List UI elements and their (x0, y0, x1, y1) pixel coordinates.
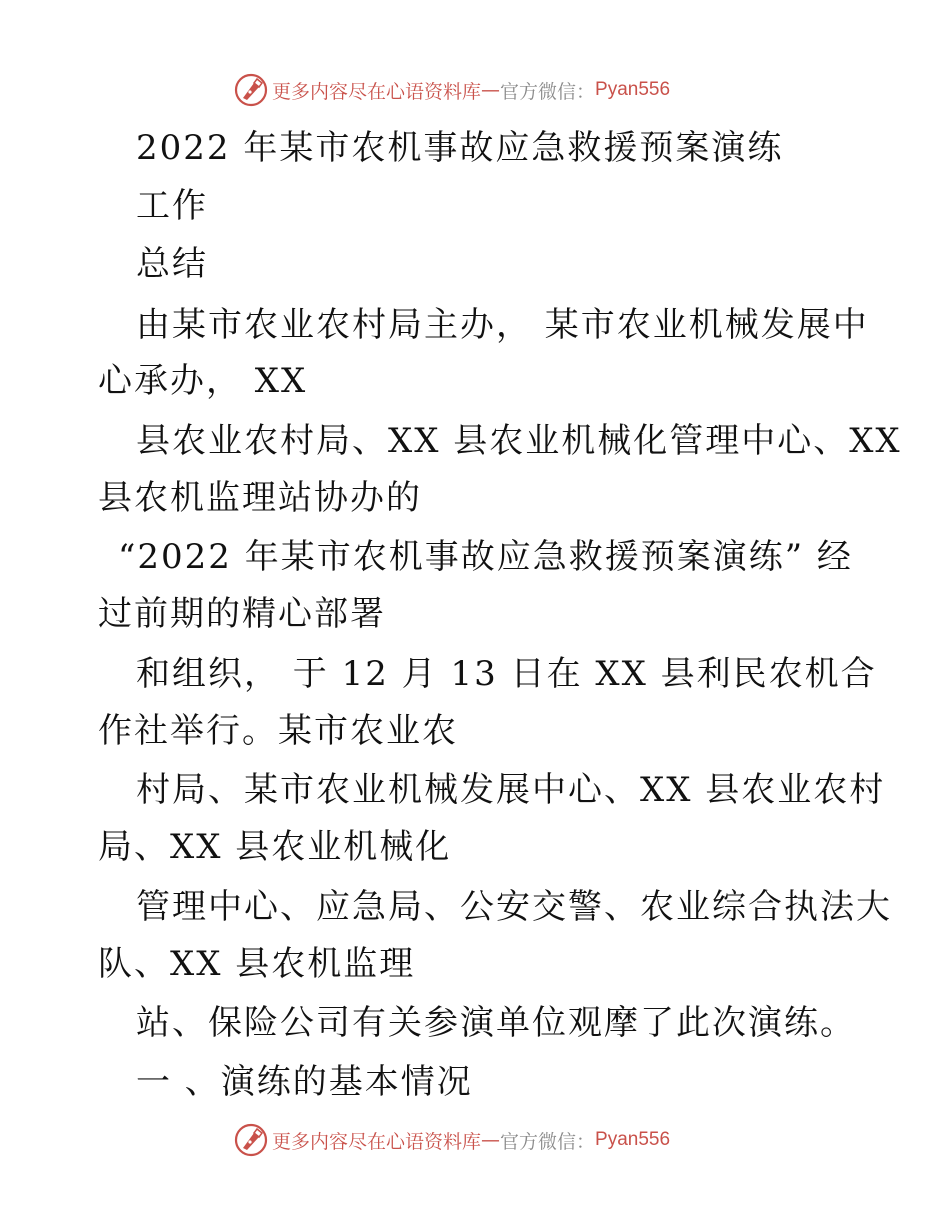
pen-nib-icon (234, 73, 268, 107)
paragraph-line: 管理中心、应急局、公安交警、农业综合执法大 (136, 887, 892, 927)
document-title-line-3: 总结 (136, 244, 208, 284)
paragraph-line: 心承办， XX (98, 361, 308, 401)
watermark-wechat-label: 官方微信： (500, 1130, 596, 1153)
paragraph-line: 县农机监理站协办的 (98, 478, 422, 518)
paragraph-line: 站、保险公司有关参演单位观摩了此次演练。 (136, 1003, 856, 1043)
paragraph-line: 局、XX 县农业机械化 (98, 827, 452, 867)
pen-nib-icon (234, 1123, 268, 1157)
paragraph-line: 县农业农村局、XX 县农业机械化管理中心、XX (136, 421, 902, 461)
watermark-separator: — (481, 1129, 501, 1151)
paragraph-line: 和组织， 于 12 月 13 日在 XX 县利民农机合 (136, 654, 877, 694)
paragraph-line: 过前期的精心部署 (98, 594, 386, 634)
paragraph-line: 作社举行。某市农业农 (98, 711, 458, 751)
watermark-wechat-id: Pyan556 (595, 79, 671, 100)
watermark-main-text: 更多内容尽在心语资料库 (272, 1130, 482, 1153)
watermark-header (234, 72, 670, 108)
paragraph-line: 队、XX 县农机监理 (98, 944, 416, 984)
document-title-line-1: 2022 年某市农机事故应急救援预案演练 (136, 128, 784, 168)
watermark-wechat-label: 官方微信： (500, 80, 596, 103)
watermark-main-text: 更多内容尽在心语资料库 (272, 80, 482, 103)
watermark-separator: — (481, 79, 501, 101)
paragraph-line: 由某市农业农村局主办， 某市农业机械发展中 (136, 305, 869, 345)
document-title-line-2: 工作 (136, 186, 208, 226)
watermark-footer (234, 1122, 670, 1158)
section-heading: 一 、演练的基本情况 (136, 1062, 473, 1102)
paragraph-line: “2022 年某市农机事故应急救援预案演练” 经 (118, 537, 853, 577)
watermark-wechat-id: Pyan556 (595, 1129, 671, 1150)
paragraph-line: 村局、某市农业机械发展中心、XX 县农业农村 (136, 770, 886, 810)
